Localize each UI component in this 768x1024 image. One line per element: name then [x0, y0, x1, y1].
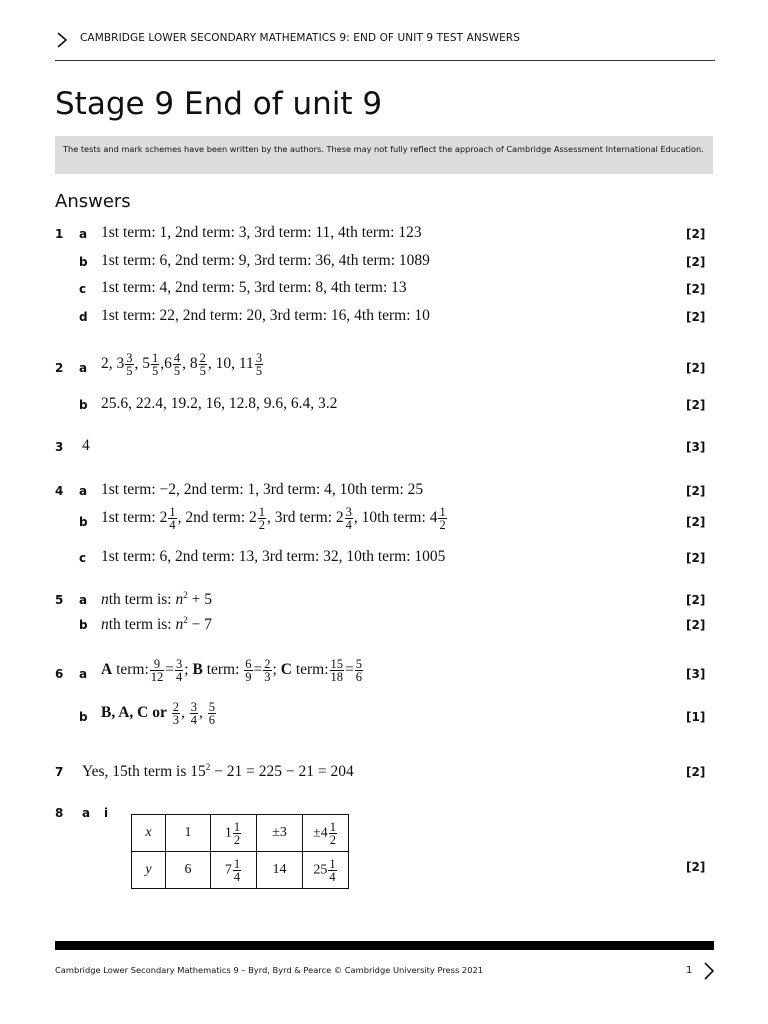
table-cell: ±4 $\frac{1}{2}$ [303, 815, 349, 852]
table-row [132, 815, 349, 852]
answer-text: 1st term: 22, 2nd term: 20, 3rd term: 16, 4th term: 10 [101, 307, 430, 324]
chevron-right-icon[interactable] [702, 962, 716, 980]
question-number: 6 [55, 667, 64, 681]
table-cell: y [132, 852, 166, 889]
mark: [2] [686, 282, 706, 296]
part-label: b [79, 618, 88, 632]
table-cell: 1 [166, 815, 211, 852]
mark: [2] [686, 227, 706, 241]
part-label: a [79, 667, 88, 681]
mark: [2] [686, 255, 706, 269]
answer-text: 2, 3 $\frac{3}{5}$ , 5 $\frac{1}{5}$ ,6 $\frac{4}{5}$ , 8 $\frac{2}{5}$ , 10, 11 $\frac{3}{5}$ [101, 351, 263, 378]
answer-text: 1st term: 6, 2nd term: 9, 3rd term: 36, 4th term: 1089 [101, 252, 430, 269]
answer-text: 4 [82, 437, 90, 454]
question-number: 1 [55, 227, 64, 241]
question-number: 4 [55, 484, 64, 498]
part-label: a [79, 593, 88, 607]
question-number: 7 [55, 765, 64, 779]
table-cell: x [132, 815, 166, 852]
answer-text: 1st term: 1, 2nd term: 3, 3rd term: 11, 4th term: 123 [101, 224, 422, 241]
mark: [2] [686, 515, 706, 529]
part-label: d [79, 310, 88, 324]
part-label: a [82, 806, 91, 820]
subpart-label: i [104, 806, 109, 820]
values-table [131, 814, 349, 889]
part-label: c [79, 282, 87, 296]
question-number: 5 [55, 593, 64, 607]
answer-text: nth term is: $n^2 + 5$ [101, 590, 212, 609]
answer-text: nth term is: $n^2 - 7$ [101, 615, 212, 634]
part-label: b [79, 710, 88, 724]
table-cell: 25 $\frac{1}{4}$ [303, 852, 349, 889]
mark: [2] [686, 361, 706, 375]
answer-text: 25.6, 22.4, 19.2, 16, 12.8, 9.6, 6.4, 3.2 [101, 395, 338, 412]
page-number: 1 [686, 965, 693, 976]
mark: [1] [686, 710, 706, 724]
part-label: b [79, 255, 88, 269]
mark: [2] [686, 551, 706, 565]
chevron-right-icon [55, 32, 69, 48]
mark: [3] [686, 440, 706, 454]
mark: [2] [686, 765, 706, 779]
mark: [2] [686, 593, 706, 607]
mark: [3] [686, 667, 706, 681]
table-row [132, 852, 349, 889]
table-cell: 6 [166, 852, 211, 889]
answer-text: 1st term: 2 $\frac{1}{4}$ , 2nd term: 2 $\frac{1}{2}$ , 3rd term: 2 $\frac{3}{4}$ , 10th term: 4 $\frac{1}{2}$ [101, 505, 446, 532]
mark: [2] [686, 484, 706, 498]
question-number: 2 [55, 361, 64, 375]
answer-text: 1st term: −2, 2nd term: 1, 3rd term: 4, 10th term: 25 [101, 481, 424, 498]
answer-text: 1st term: 6, 2nd term: 13, 3rd term: 32, 10th term: 1005 [101, 548, 446, 565]
footer-bar [55, 941, 714, 950]
table-cell: ±3 [257, 815, 303, 852]
answer-text: 1st term: 4, 2nd term: 5, 3rd term: 8, 4th term: 13 [101, 279, 407, 296]
mark: [2] [686, 860, 706, 874]
mark: [2] [686, 310, 706, 324]
answer-text: Yes, 15th term is $15^2 - 21 = 225 - 21 = 204$ [82, 762, 354, 781]
answers-heading: Answers [55, 191, 131, 212]
page-header [55, 30, 715, 61]
part-label: a [79, 227, 88, 241]
footer-text: Cambridge Lower Secondary Mathematics 9 – Byrd, Byrd & Pearce © Cambridge University Press 2021 [55, 965, 484, 975]
page-title: Stage 9 End of unit 9 [55, 86, 383, 122]
table-cell: 1 $\frac{1}{2}$ [211, 815, 257, 852]
disclaimer-note: The tests and mark schemes have been written by the authors. These may not fully reflect the approach of Cambridge Assessment International Education. [55, 136, 713, 174]
part-label: a [79, 484, 88, 498]
question-number: 8 [55, 806, 64, 820]
mark: [2] [686, 398, 706, 412]
table-cell: 7 $\frac{1}{4}$ [211, 852, 257, 889]
answer-text: B, A, C or $\frac{2}{3}$ , $\frac{3}{4}$ , $\frac{5}{6}$ [101, 700, 215, 727]
part-label: b [79, 398, 88, 412]
part-label: b [79, 515, 88, 529]
table-cell: 14 [257, 852, 303, 889]
header-text: CAMBRIDGE LOWER SECONDARY MATHEMATICS 9: END OF UNIT 9 TEST ANSWERS [80, 32, 520, 44]
mark: [2] [686, 618, 706, 632]
answer-text: A term: $\frac{9}{12}$ = $\frac{3}{4}$ ; B term: $\frac{6}{9}$ = $\frac{2}{3}$ ; C term: $\frac{15}{18}$ = $\frac{5}{6}$ [101, 657, 363, 684]
part-label: c [79, 551, 87, 565]
question-number: 3 [55, 440, 64, 454]
part-label: a [79, 361, 88, 375]
